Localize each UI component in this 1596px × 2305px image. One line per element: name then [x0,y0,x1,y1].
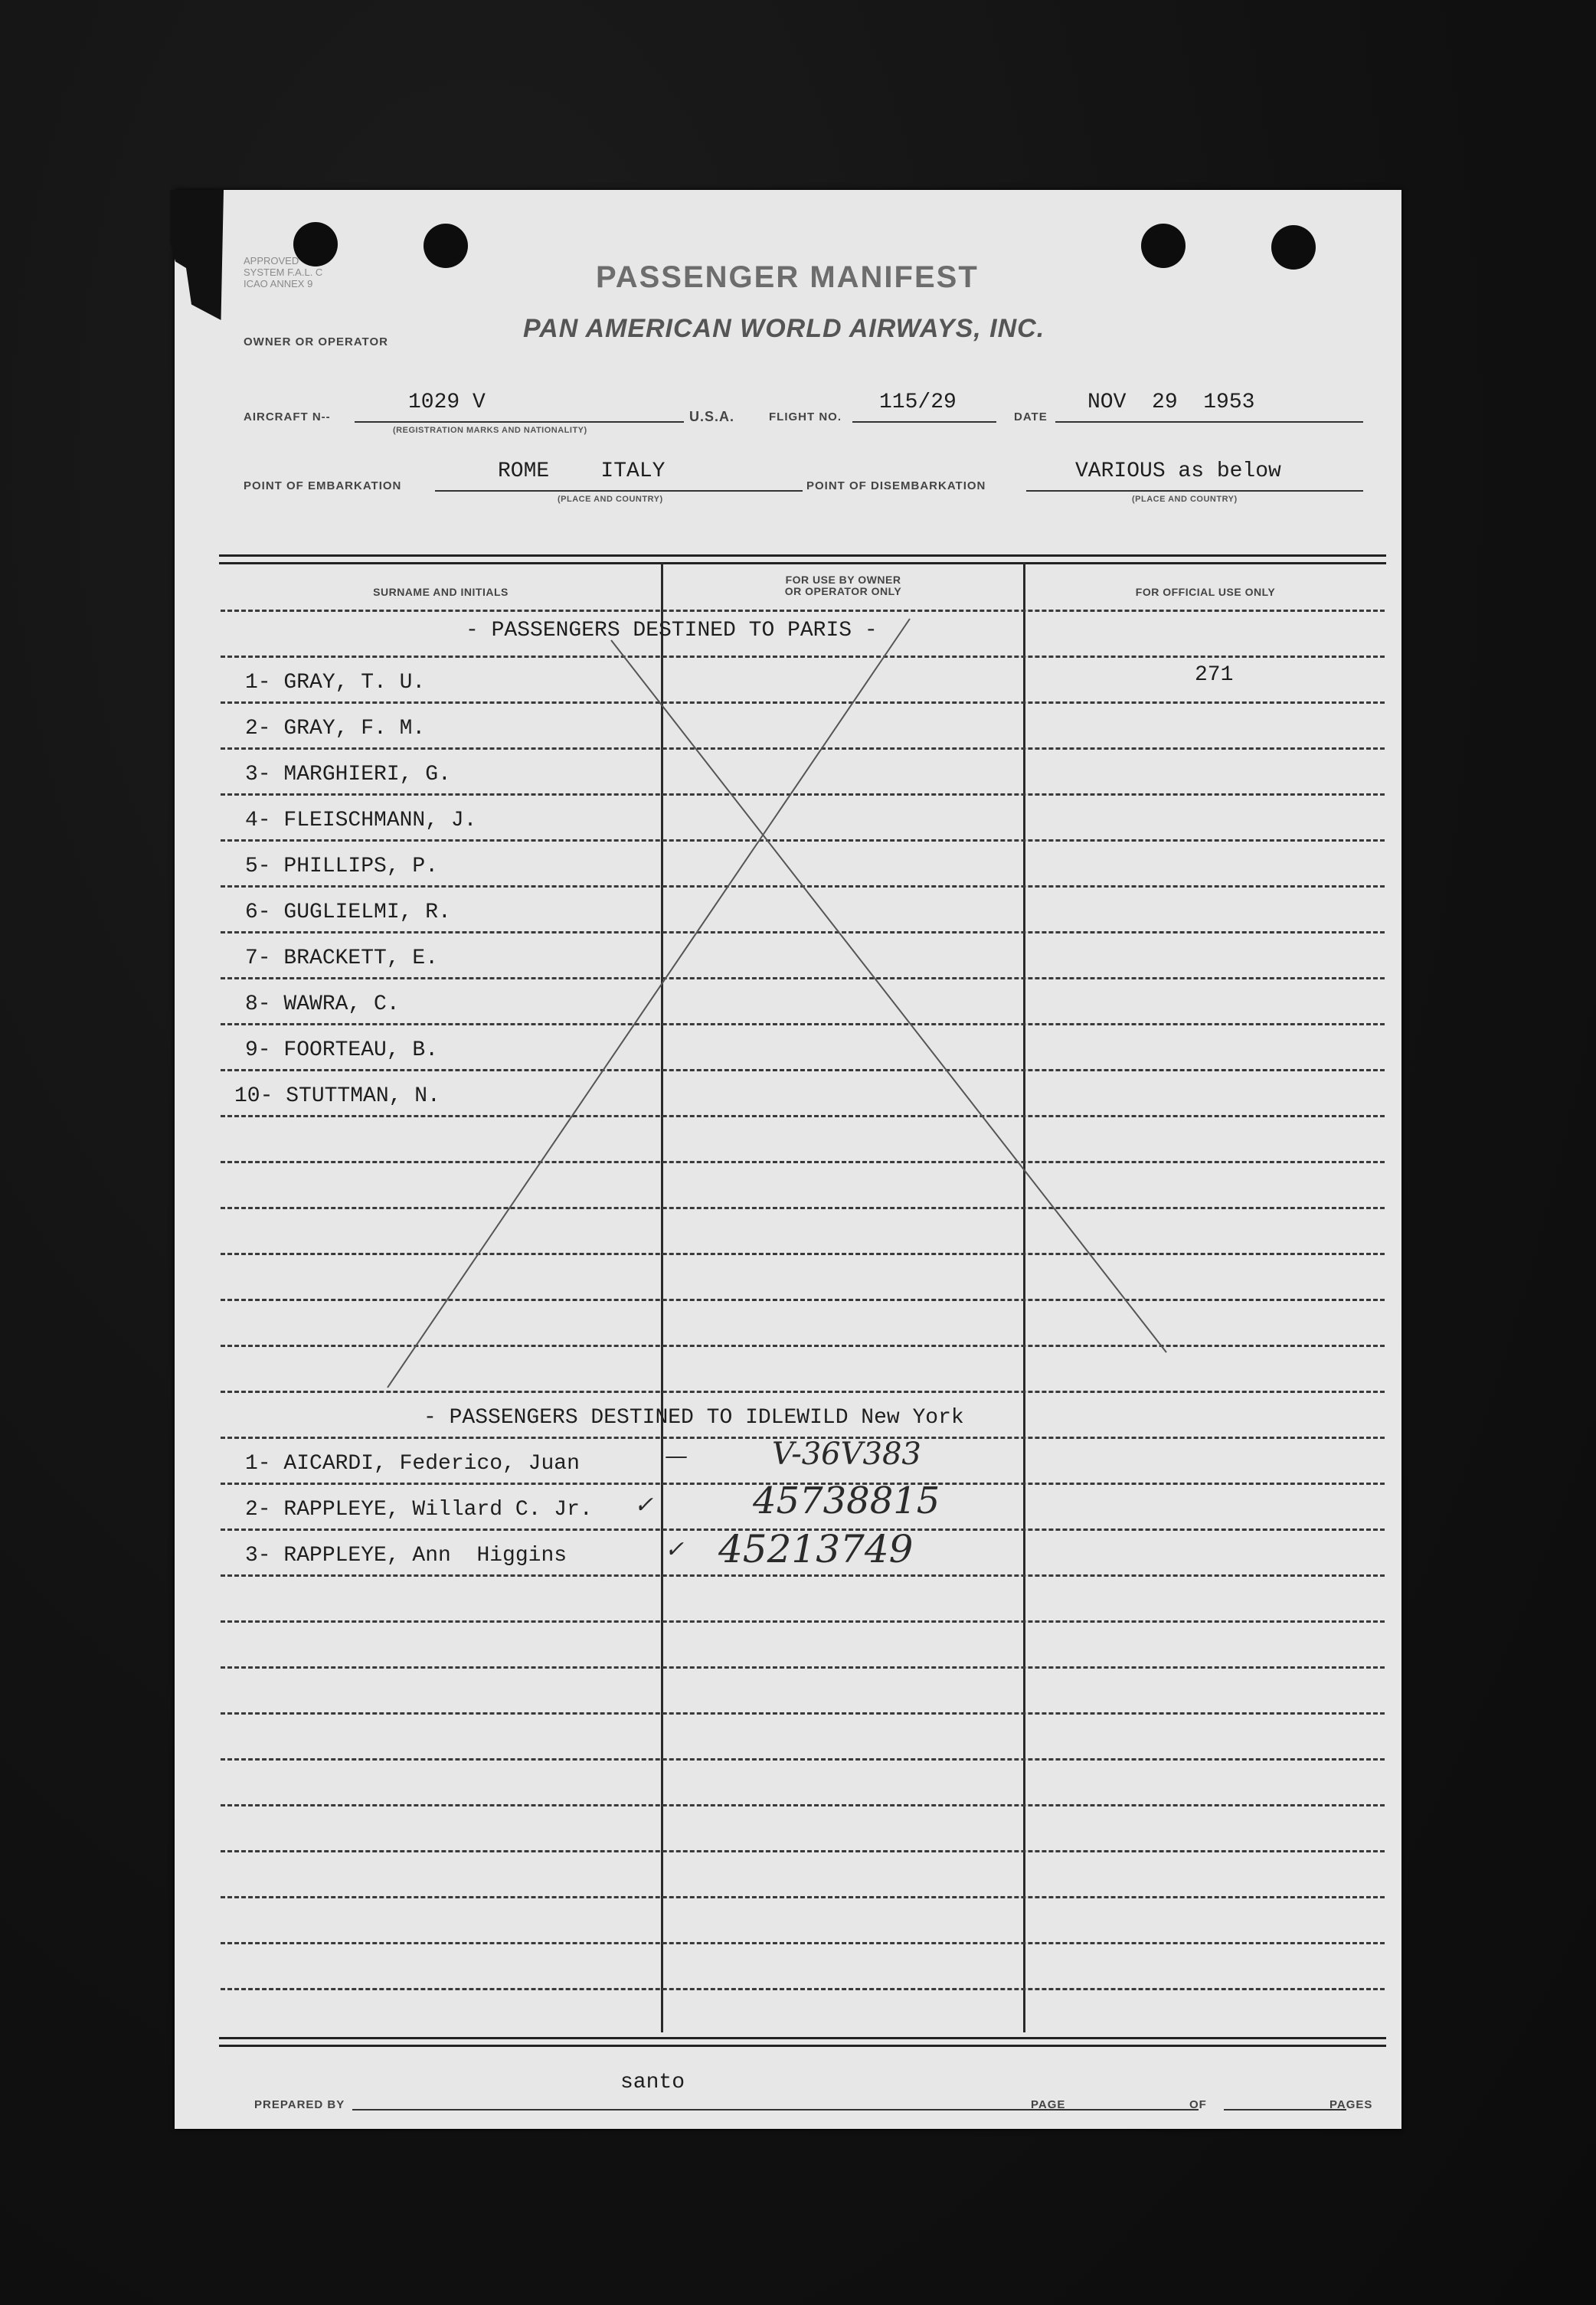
pages-label: PAGES [1329,2098,1373,2111]
manifest-sheet [175,190,1401,2129]
column-header-official: FOR OFFICIAL USE ONLY [1135,586,1276,598]
check-mark: ✓ [634,1492,654,1519]
page-title: PASSENGER MANIFEST [596,260,979,294]
embarkation-value: ROME ITALY [498,459,666,483]
page-label: PAGE [1031,2098,1066,2111]
passenger-row: 3- MARGHIERI, G. [245,763,451,786]
column-header-owner: FOR USE BY OWNER OR OPERATOR ONLY [784,574,902,597]
passenger-row: 7- BRACKETT, E. [245,947,439,970]
passenger-row: 3- RAPPLEYE, Ann Higgins [245,1544,567,1568]
passenger-row: 2- RAPPLEYE, Willard C. Jr. [245,1498,593,1522]
place-caption: (PLACE AND COUNTRY) [558,495,663,504]
passenger-row: 9- FOORTEAU, B. [245,1038,439,1062]
handwritten-number: 45738815 [753,1479,940,1522]
column-header-surname: SURNAME AND INITIALS [373,586,509,598]
passenger-row: 2- GRAY, F. M. [245,717,426,741]
date-label: DATE [1014,410,1048,423]
embarkation-label: POINT OF EMBARKATION [244,479,402,492]
company-name: PAN AMERICAN WORLD AIRWAYS, INC. [523,314,1045,343]
disembarkation-value: VARIOUS as below [1075,459,1281,483]
section-heading-idlewild: - PASSENGERS DESTINED TO IDLEWILD New York [424,1406,964,1430]
approval-stamp: APPROVED SYSTEM F.A.L. C ICAO ANNEX 9 [244,255,323,289]
handwritten-number: 45213749 [718,1527,914,1571]
of-label: OF [1189,2098,1207,2111]
check-mark: — [665,1443,688,1470]
check-mark: ✓ [665,1536,685,1563]
passenger-row: 1- AICARDI, Federico, Juan [245,1452,580,1476]
place-caption: (PLACE AND COUNTRY) [1132,495,1238,504]
passenger-row: 8- WAWRA, C. [245,992,400,1016]
cross-out-mark [175,190,1401,2129]
flight-value: 115/29 [879,391,957,414]
passenger-row: 5- PHILLIPS, P. [245,855,439,878]
prepared-value: santo [620,2071,685,2094]
passenger-row: 4- FLEISCHMANN, J. [245,809,477,832]
usa-label: U.S.A. [689,409,735,424]
passenger-row: 10- STUTTMAN, N. [234,1084,440,1108]
passenger-row: 6- GUGLIELMI, R. [245,901,451,924]
prepared-label: PREPARED BY [254,2098,345,2111]
date-value: NOV 29 1953 [1087,391,1255,414]
aircraft-value: 1029 V [408,391,486,414]
handwritten-number: V-36V383 [772,1437,921,1472]
official-note: 271 [1195,663,1234,687]
table-bottom-rule [219,2037,1386,2047]
flight-label: FLIGHT NO. [769,410,842,423]
registration-caption: (REGISTRATION MARKS AND NATIONALITY) [393,426,587,435]
disembarkation-label: POINT OF DISEMBARKATION [806,479,986,492]
aircraft-label: AIRCRAFT N-- [244,410,331,423]
section-heading-paris: - PASSENGERS DESTINED TO PARIS - [466,619,878,642]
owner-label: OWNER OR OPERATOR [244,335,388,348]
passenger-row: 1- GRAY, T. U. [245,671,426,695]
